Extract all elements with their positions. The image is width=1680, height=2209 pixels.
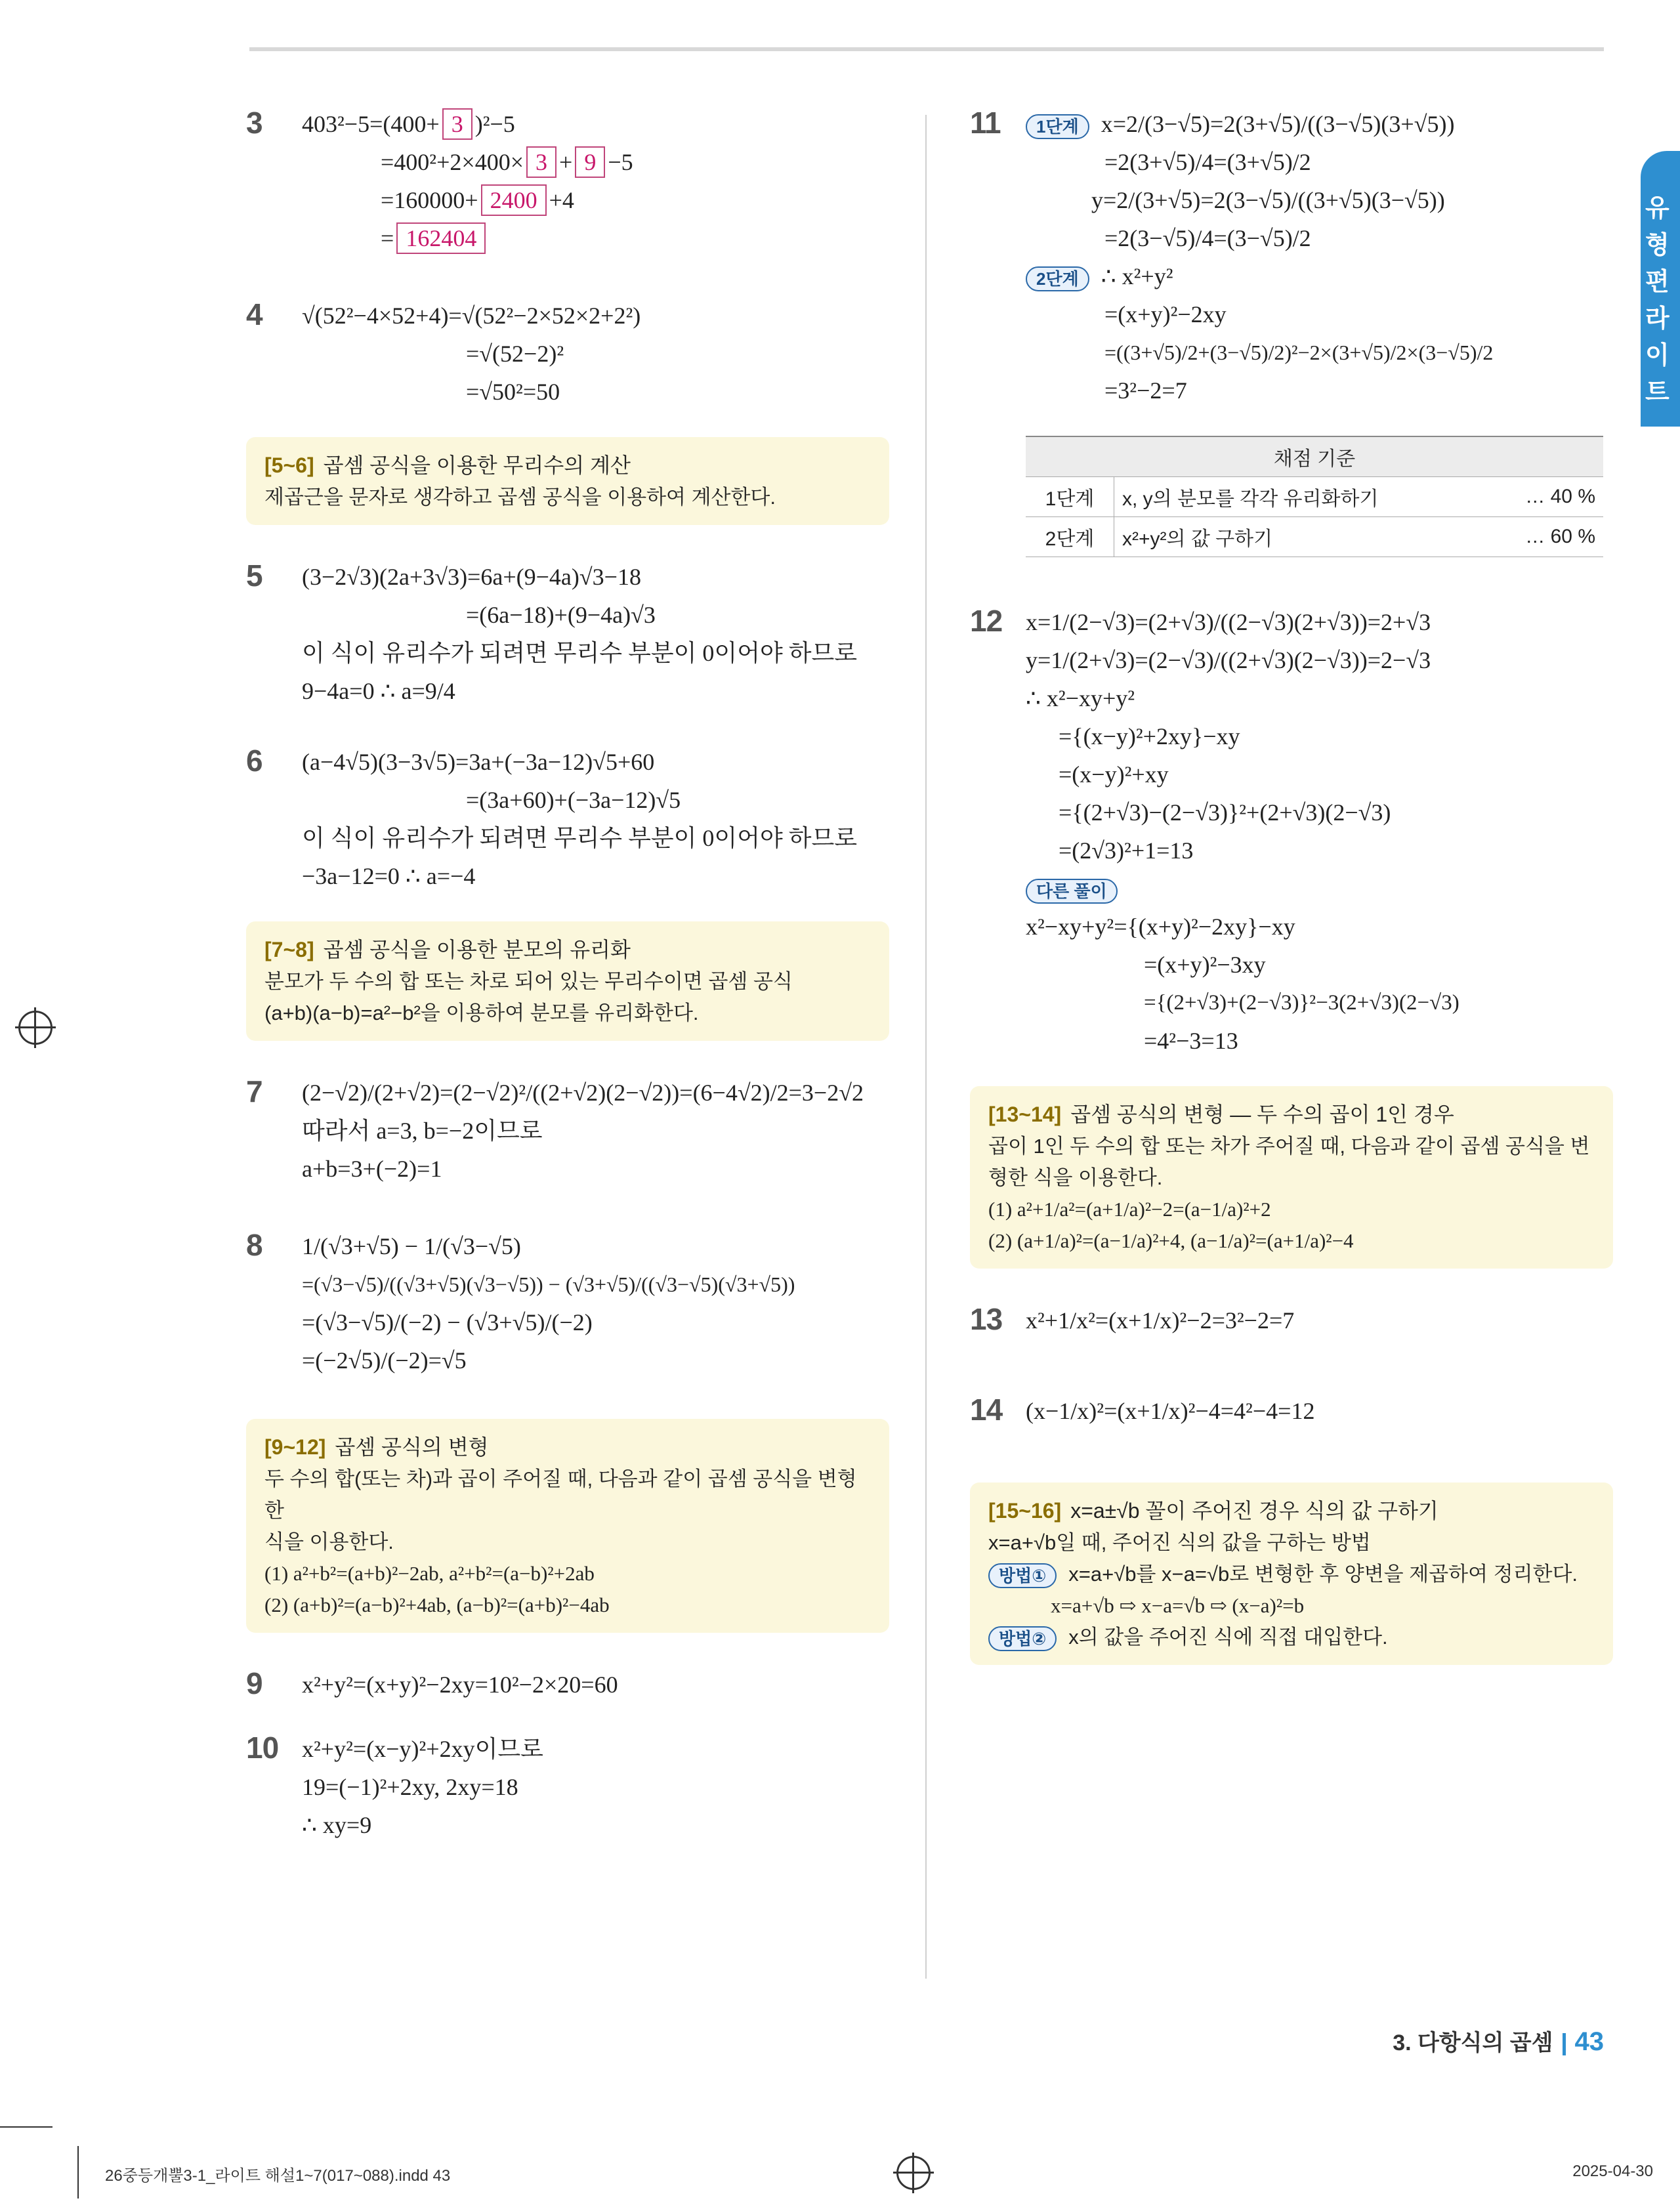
hint-box-15-16: [970, 1483, 1613, 1665]
hint-range: [5~6]: [264, 453, 314, 477]
table-cell: x, y의 분모를 각각 유리화하기: [1114, 477, 1490, 517]
problem-number: 7: [246, 1074, 262, 1108]
problem-7: [246, 1074, 889, 1188]
table-header: 채점 기준: [1026, 436, 1603, 477]
registration-mark-icon: [896, 2156, 931, 2190]
hint-text: 제곱근을 문자로 생각하고 곱셈 공식을 이용하여 계산한다.: [264, 486, 776, 509]
hint-formula: (1) a²+1/a²=(a+1/a)²−2=(a−1/a)²+2: [988, 1198, 1271, 1221]
table-row: [1026, 517, 1603, 557]
eq-line: x²+y²=(x+y)²−2xy=10²−2×20=60: [302, 1672, 618, 1698]
eq-line: (a−4√5)(3−3√5)=3a+(−3a−12)√5+60: [302, 749, 655, 775]
eq-line: =(6a−18)+(9−4a)√3: [466, 602, 656, 628]
hint-formula: (1) a²+b²=(a+b)²−2ab, a²+b²=(a−b)²+2ab: [264, 1562, 595, 1585]
table-cell: 2단계: [1026, 517, 1114, 557]
hint-box-9-12: [246, 1419, 889, 1633]
eq-text: +: [559, 149, 573, 175]
problem-number: 13: [970, 1302, 1003, 1336]
hint-title: 곱셈 공식의 변형: [335, 1435, 489, 1459]
problem-14: [970, 1392, 1613, 1430]
footer-divider: [1563, 2033, 1566, 2055]
hint-formula: (2) (a+b)²=(a−b)²+4ab, (a−b)²=(a+b)²−4ab: [264, 1593, 610, 1616]
eq-line: =(3a+60)+(−3a−12)√5: [466, 787, 681, 813]
problem-number: 6: [246, 744, 262, 778]
hint-range: [15~16]: [988, 1499, 1062, 1523]
table-cell: x²+y²의 값 구하기: [1114, 517, 1490, 557]
eq-line: 1/(√3+√5) − 1/(√3−√5): [302, 1233, 521, 1259]
eq-line: a+b=3+(−2)=1: [302, 1156, 442, 1182]
eq-line: =3²−2=7: [1104, 377, 1187, 404]
problem-3: [246, 105, 889, 257]
top-rule: [249, 47, 1604, 51]
problem-number: 10: [246, 1731, 279, 1765]
table-cell: 1단계: [1026, 477, 1114, 517]
hint-text: x=a+√b를 x−a=√b로 변형한 후 양변을 제곱하여 정리한다.: [1068, 1563, 1578, 1586]
hint-text: 두 수의 합(또는 차)과 곱이 주어질 때, 다음과 같이 곱셈 공식을 변형한: [264, 1467, 857, 1522]
table-row: [1026, 477, 1603, 517]
eq-line: 9−4a=0 ∴ a=9/4: [302, 678, 455, 704]
trim-mark: [77, 2146, 79, 2198]
eq-text: =: [381, 225, 394, 251]
eq-line: =(−2√5)/(−2)=√5: [302, 1347, 467, 1374]
eq-line: (x−1/x)²=(x+1/x)²−4=4²−4=12: [1026, 1398, 1315, 1424]
eq-line: ∴ x²−xy+y²: [1026, 685, 1135, 711]
step-tag: 2단계: [1026, 266, 1089, 291]
eq-line: x²+y²=(x−y)²+2xy이므로: [302, 1736, 543, 1762]
eq-line: =(x+y)²−2xy: [1104, 301, 1227, 327]
eq-line: ={(2+√3)−(2−√3)}²+(2+√3)(2−√3): [1059, 799, 1391, 826]
eq-line: (3−2√3)(2a+3√3)=6a+(9−4a)√3−18: [302, 564, 641, 590]
eq-line: y=2/(3+√5)=2(3−√5)/((3+√5)(3−√5)): [1091, 187, 1445, 213]
trim-mark: [0, 2126, 52, 2128]
eq-line: −3a−12=0 ∴ a=−4: [302, 863, 476, 889]
left-column: [246, 105, 889, 1870]
answer-box: 3: [442, 108, 472, 140]
hint-text: x의 값을 주어진 식에 직접 대입한다.: [1068, 1626, 1388, 1649]
eq-text: )²−5: [474, 111, 515, 137]
problem-number: 14: [970, 1393, 1003, 1427]
answer-box: 9: [575, 146, 605, 178]
eq-line: =((3+√5)/2+(3−√5)/2)²−2×(3+√5)/2×(3−√5)/2: [1104, 341, 1494, 364]
section-title: 3. 다항식의 곱셈: [1393, 2030, 1553, 2055]
hint-box-13-14: [970, 1086, 1613, 1269]
eq-text: x=2/(3−√5)=2(3+√5)/((3−√5)(3+√5)): [1101, 111, 1455, 137]
hint-text: (a+b)(a−b)=a²−b²을 이용하여 분모를 유리화한다.: [264, 1001, 699, 1024]
eq-line: x²−xy+y²={(x+y)²−2xy}−xy: [1026, 914, 1295, 940]
scoring-table: [1026, 436, 1603, 557]
eq-line: =2(3+√5)/4=(3+√5)/2: [1104, 149, 1311, 175]
hint-range: [13~14]: [988, 1103, 1062, 1126]
answer-box: 2400: [481, 184, 547, 216]
eq-line: =(x+y)²−3xy: [1144, 952, 1266, 978]
eq-line: 이 식이 유리수가 되려면 무리수 부분이 0이어야 하므로: [302, 825, 858, 851]
right-column: [970, 105, 1613, 1698]
eq-line: =(√3−√5)/(−2) − (√3+√5)/(−2): [302, 1309, 593, 1336]
step-tag: 1단계: [1026, 114, 1089, 139]
method-tag: 방법①: [988, 1563, 1057, 1588]
hint-title: x=a±√b 꼴이 주어진 경우 식의 값 구하기: [1070, 1499, 1438, 1523]
alt-solution-tag: 다른 풀이: [1026, 879, 1118, 904]
problem-9: [246, 1666, 889, 1704]
problem-number: 11: [970, 106, 1001, 140]
eq-line: =(√3−√5)/((√3+√5)(√3−√5)) − (√3+√5)/((√3−√5)(√3+√5)): [302, 1273, 795, 1296]
eq-line: √(52²−4×52+4)=√(52²−2×52×2+2²): [302, 303, 641, 329]
eq-line: ={(2+√3)+(2−√3)}²−3(2+√3)(2−√3): [1144, 991, 1460, 1015]
problem-6: [246, 743, 889, 895]
eq-line: 이 식이 유리수가 되려면 무리수 부분이 0이어야 하므로: [302, 640, 858, 666]
hint-formula: x=a+√b ⇨ x−a=√b ⇨ (x−a)²=b: [1051, 1594, 1305, 1617]
file-info: 26중등개뿔3-1_라이트 해설1~7(017~088).indd 43: [105, 2167, 451, 2185]
problem-11: [970, 105, 1613, 410]
hint-title: 곱셈 공식을 이용한 분모의 유리화: [323, 938, 631, 961]
registration-mark-icon: [18, 1011, 52, 1045]
eq-line: =√(52−2)²: [466, 341, 564, 367]
eq-line: ={(x−y)²+2xy}−xy: [1059, 723, 1240, 749]
problem-12: [970, 603, 1613, 1060]
hint-title: 곱셈 공식의 변형 — 두 수의 곱이 1인 경우: [1070, 1103, 1454, 1126]
answer-box: 162404: [396, 222, 486, 254]
eq-line: y=1/(2+√3)=(2−√3)/((2+√3)(2−√3))=2−√3: [1026, 647, 1431, 673]
eq-text: −5: [608, 149, 633, 175]
hint-range: [9~12]: [264, 1435, 326, 1459]
hint-text: 분모가 두 수의 합 또는 차로 되어 있는 무리수이면 곱셈 공식: [264, 970, 793, 993]
eq-text: ∴ x²+y²: [1101, 263, 1173, 289]
problem-5: [246, 558, 889, 710]
eq-line: x²+1/x²=(x+1/x)²−2=3²−2=7: [1026, 1307, 1295, 1334]
table-cell: … 40 %: [1489, 477, 1603, 517]
hint-text: 곱이 1인 두 수의 합 또는 차가 주어질 때, 다음과 같이 곱셈 공식을 변: [988, 1135, 1590, 1158]
method-tag: 방법②: [988, 1626, 1057, 1651]
eq-line: 19=(−1)²+2xy, 2xy=18: [302, 1774, 518, 1800]
problem-number: 9: [246, 1666, 262, 1700]
eq-line: =4²−3=13: [1144, 1028, 1238, 1054]
hint-box-5-6: [246, 437, 889, 525]
page-footer: [1393, 2025, 1604, 2057]
eq-line: ∴ xy=9: [302, 1812, 372, 1838]
hint-text: x=a+√b일 때, 주어진 식의 값을 구하는 방법: [988, 1531, 1371, 1554]
eq-text: 403²−5=(400+: [302, 111, 440, 137]
eq-line: x=1/(2−√3)=(2+√3)/((2−√3)(2+√3))=2+√3: [1026, 609, 1431, 635]
problem-number: 8: [246, 1228, 262, 1262]
table-cell: … 60 %: [1489, 517, 1603, 557]
hint-text: 형한 식을 이용한다.: [988, 1166, 1163, 1189]
eq-text: +4: [549, 187, 574, 213]
problem-number: 4: [246, 297, 262, 331]
problem-4: [246, 297, 889, 411]
side-tab-label: 유형편 라이트: [1645, 195, 1670, 406]
hint-text: 식을 이용한다.: [264, 1530, 394, 1553]
eq-line: 따라서 a=3, b=−2이므로: [302, 1118, 543, 1144]
eq-line: =(2√3)²+1=13: [1059, 837, 1194, 864]
eq-line: =(x−y)²+xy: [1059, 761, 1169, 788]
eq-line: (2−√2)/(2+√2)=(2−√2)²/((2+√2)(2−√2))=(6−4√2)/2=3−2√2: [302, 1080, 864, 1106]
column-divider: [925, 115, 927, 1979]
hint-title: 곱셈 공식을 이용한 무리수의 계산: [323, 453, 631, 477]
problem-10: [246, 1730, 889, 1844]
hint-range: [7~8]: [264, 938, 314, 961]
print-date: 2025-04-30: [1572, 2162, 1653, 2180]
eq-text: =160000+: [381, 187, 478, 213]
eq-line: =2(3−√5)/4=(3−√5)/2: [1104, 225, 1311, 251]
eq-text: =400²+2×400×: [381, 149, 524, 175]
hint-box-7-8: [246, 921, 889, 1041]
eq-line: =√50²=50: [466, 379, 560, 405]
problem-13: [970, 1301, 1613, 1339]
problem-number: 12: [970, 604, 1003, 638]
hint-formula: (2) (a+1/a)²=(a−1/a)²+4, (a−1/a)²=(a+1/a)²−4: [988, 1229, 1354, 1252]
problem-number: 3: [246, 106, 262, 140]
page-number: 43: [1574, 2027, 1604, 2056]
problem-8: [246, 1227, 889, 1379]
problem-number: 5: [246, 558, 262, 593]
answer-box: 3: [526, 146, 556, 178]
